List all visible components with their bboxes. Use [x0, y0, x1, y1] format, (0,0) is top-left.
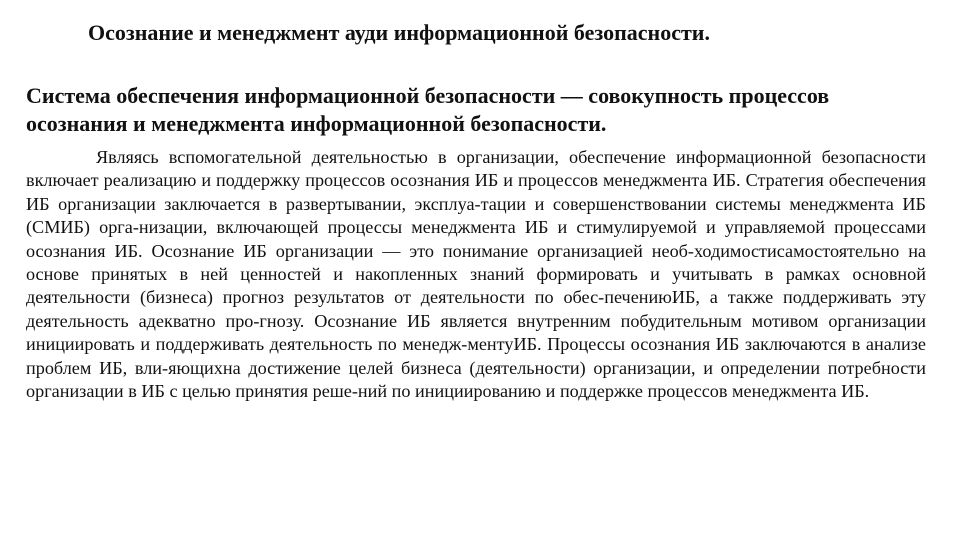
body-paragraph: Являясь вспомогательной деятельностью в организации, обеспечение информационной безопасности включает реализацию и поддержку процессов осознания ИБ и процессов менеджмента ИБ. Стратегия обеспечения ИБ организации заключается в развертывании, эксплуа-тации и совершенствовании системы менеджмента ИБ (СМИБ) орга-низации, включающей процессы менеджмента ИБ и стимулируемой и управляемой процессами осознания ИБ. Осознание ИБ организации — это понимание организацией необ-ходимостисамостоятельно на основе принятых в ней ценностей и накопленных знаний формировать и учитывать в рамках основной деятельности (бизнеса) прогноз результатов от деятельности по обес-печениюИБ, а также поддерживать эту деятельность адекватно про-гнозу. Осознание ИБ является внутренним побудительным мотивом организации инициировать и поддерживать деятельность по менедж-ментуИБ. Процессы осознания ИБ заключаются в анализе проблем ИБ, вли-яющихна достижение целей бизнеса (деятельности) организации, и определении потребности организации в ИБ с целью принятия реше-ний по инициированию и поддержке процессов менеджмента ИБ.	[26, 147, 926, 402]
slide-title: Осознание и менеджмент ауди информационной безопасности.	[88, 20, 710, 45]
slide-subtitle: Система обеспечения информационной безопасности — совокупность процессов осознания и менеджмента информационной безопасности.	[26, 83, 830, 136]
